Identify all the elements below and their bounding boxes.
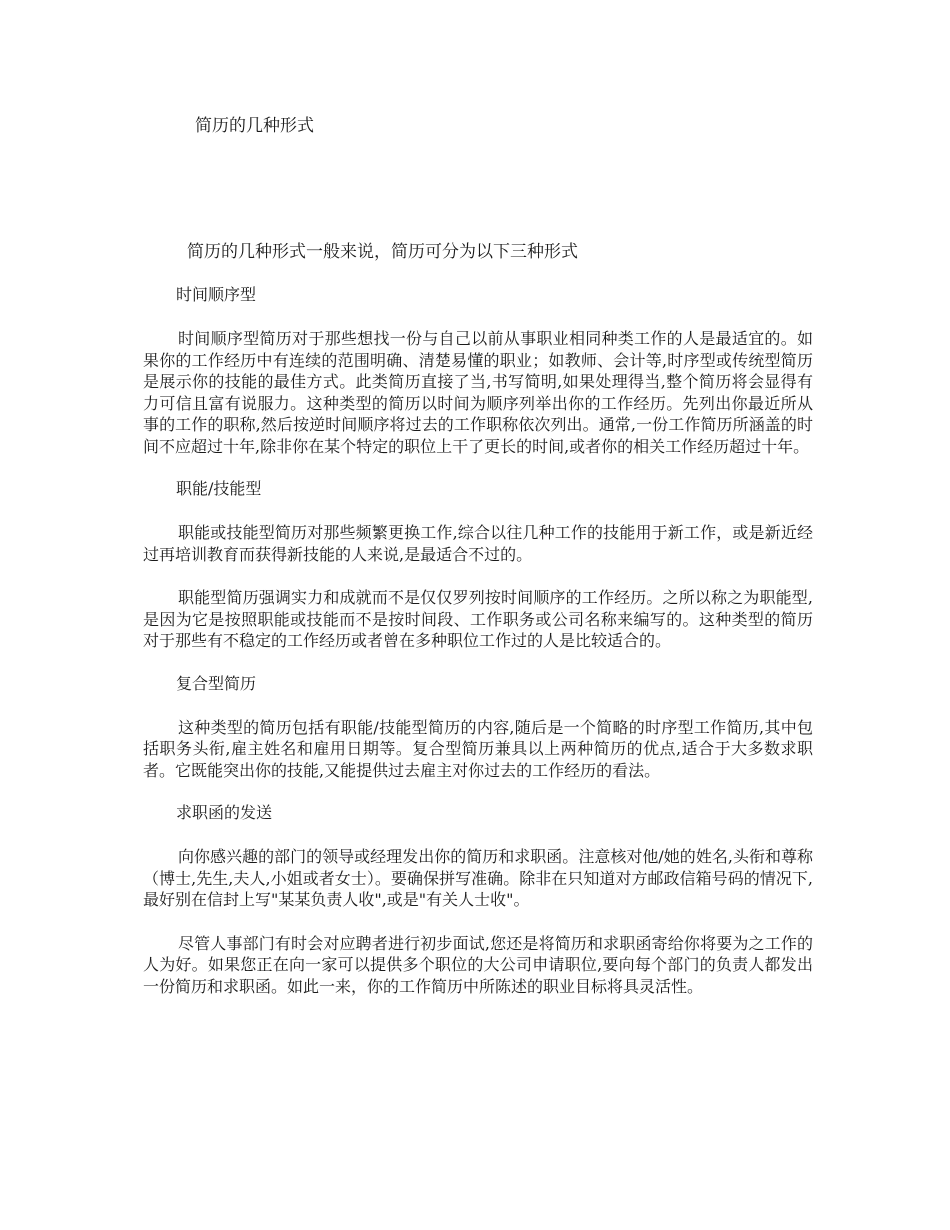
section-combination xyxy=(143,674,813,782)
body-paragraph: 向你感兴趣的部门的领导或经理发出你的简历和求职函。注意核对他/她的姓名,头衔和尊称（博士,先生,夫人,小姐或者女士）。要确保拼写准确。除非在只知道对方邮政信箱号码的情况下,最好别在信封上写"某某负责人收",或是"有关人士收"。 xyxy=(143,847,813,909)
section-heading: 复合型简历 xyxy=(176,673,257,693)
body-paragraph: 这种类型的简历包括有职能/技能型简历的内容,随后是一个简略的时序型工作简历,其中包括职务头衔,雇主姓名和雇用日期等。复合型简历兼具以上两种简历的优点,适合于大多数求职者。它既能突出你的技能,又能提供过去雇主对你过去的工作经历的看法。 xyxy=(143,717,813,780)
section-heading: 职能/技能型 xyxy=(176,479,262,498)
section-heading: 求职函的发送 xyxy=(176,803,273,822)
section-cover-letter-sending xyxy=(143,803,813,997)
document-body xyxy=(143,285,813,1019)
section-heading: 时间顺序型 xyxy=(176,285,257,304)
intro-line: 简历的几种形式一般来说，简历可分为以下三种形式 xyxy=(187,242,578,262)
body-paragraph: 职能型简历强调实力和成就而不是仅仅罗列按时间顺序的工作经历。之所以称之为职能型,是因为它是按照职能或技能而不是按时间段、工作职务或公司名称来编写的。这种类型的简历对于那些有不稳定的工作经历或者曾在多种职位工作过的人是比较适合的。 xyxy=(143,588,813,650)
body-paragraph: 职能或技能型简历对那些频繁更换工作,综合以往几种工作的技能用于新工作，或是新近经过再培训教育而获得新技能的人来说,是最适合不过的。 xyxy=(143,523,813,564)
section-functional xyxy=(143,479,813,652)
document-title: 简历的几种形式 xyxy=(195,116,314,136)
section-chronological xyxy=(143,285,813,457)
body-paragraph: 时间顺序型简历对于那些想找一份与自己以前从事职业相同种类工作的人是最适宜的。如果你的工作经历中有连续的范围明确、清楚易懂的职业；如教师、会计等,时序型或传统型简历是展示你的技能的最佳方式。此类简历直接了当,书写简明,如果处理得当,整个简历将会显得有力可信且富有说服力。这种类型的简历以时间为顺序列举出你的工作经历。先列出你最近所从事的工作的职称,然后按逆时间顺序将过去的工作职称依次列出。通常,一份工作简历所涵盖的时间不应超过十年,除非你在某个特定的职位上干了更长的时间,或者你的相关工作经历超过十年。 xyxy=(143,329,813,456)
body-paragraph: 尽管人事部门有时会对应聘者进行初步面试,您还是将简历和求职函寄给你将要为之工作的人为好。如果您正在向一家可以提供多个职位的大公司申请职位,要向每个部门的负责人都发出一份简历和求职函。如此一来，你的工作简历中所陈述的职业目标将具灵活性。 xyxy=(143,933,813,996)
